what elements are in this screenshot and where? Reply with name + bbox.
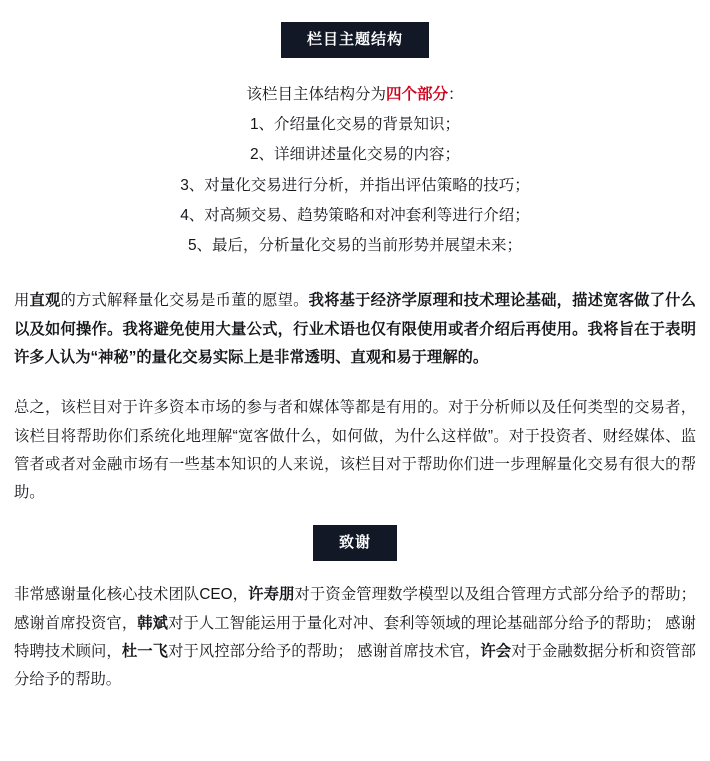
paragraph-intent-part-a: 用 <box>14 292 30 310</box>
acknowledgement-banner: 致谢 <box>313 525 397 561</box>
ack-seg-5: 对于金融数据分析和资管部分给予的帮助。 <box>14 642 696 689</box>
structure-intro-line <box>12 80 698 110</box>
ack-seg-1: 非常感谢量化核心技术团队CEO， <box>14 586 249 604</box>
structure-list-item: 5、最后，分析量化交易的当前形势并展望未来； <box>187 237 523 255</box>
ack-seg-2: 对于资金管理数学模型以及组合管理方式部分给予的帮助；感谢首席投资官， <box>14 586 696 632</box>
paragraph-summary: 总之，该栏目对于许多资本市场的参与者和媒体等都是有用的。对于分析师以及任何类型的交易者，该栏目将帮助你们系统化地理解“宽客做什么，如何做，为什么这样做”。对于投资者、财经媒体、监管者或者对金融市场有一些基本知识的人来说，该栏目对于帮助你们进一步理解量化交易有很大的帮助。 <box>14 399 696 502</box>
section-structure-banner-wrap <box>12 0 698 58</box>
section-structure-banner: 栏目主题结构 <box>281 22 429 58</box>
acknowledgement-banner-wrap <box>12 507 698 561</box>
ack-name-3: 杜一飞 <box>121 642 169 660</box>
structure-list-item: 1、介绍量化交易的背景知识； <box>249 116 461 134</box>
paragraph-intent <box>14 287 696 372</box>
paragraph-intent-emphasis: 直观 <box>29 292 61 310</box>
ack-name-1: 许寿朋 <box>248 586 295 604</box>
structure-intro-highlight: 四个部分 <box>385 86 448 103</box>
ack-seg-4: 对于风控部分给予的帮助； 感谢首席技术官， <box>168 642 481 660</box>
ack-name-4: 许会 <box>480 642 512 660</box>
paragraph-intent-part-c: 的方式解释量化交易是币董的愿望。 <box>60 292 309 310</box>
structure-list-item: 3、对量化交易进行分析，并指出评估策略的技巧； <box>180 176 530 194</box>
structure-intro-prefix: 该栏目主体结构分为 <box>246 86 386 103</box>
structure-list <box>12 80 698 261</box>
structure-list-item: 4、对高频交易、趋势策略和对冲套利等进行介绍； <box>180 206 530 224</box>
paragraph-acknowledgement <box>14 581 696 694</box>
structure-list-item: 2、详细讲述量化交易的内容； <box>249 146 461 164</box>
paragraph-intent-bold-block: 我将基于经济学原理和技术理论基础，描述宽客做了什么以及如何操作。我将避免使用大量公式，行业术语也仅有限使用或者介绍后再使用。我将旨在于表明许多人认为“神秘”的量化交易实际上是非常透明、直观和易于理解的。 <box>14 292 696 366</box>
ack-name-2: 韩斌 <box>137 614 169 632</box>
ack-seg-3: 对于人工智能运用于量化对冲、套利等领域的理论基础部分给予的帮助； 感谢特聘技术顾问， <box>14 614 696 660</box>
structure-intro-suffix: ： <box>448 86 464 103</box>
